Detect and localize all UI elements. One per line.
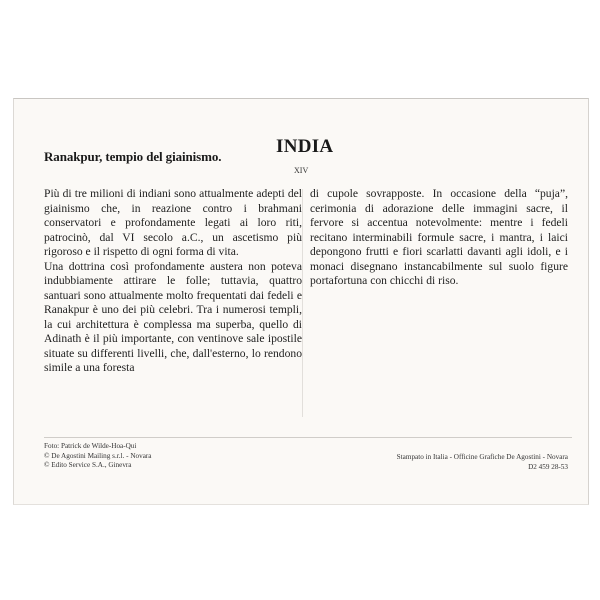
column-divider <box>302 189 303 417</box>
paragraph: Una dottrina così profondamente austera non poteva indubbiamente attirare le folle; tuttavia, quattro santuari sono attualmente molto frequentati dai fedeli e Ranakpur è uno dei più celebri. Tra i numerosi templi, la cui architettura è complessa ma superba, quello di Adinath è il più importante, con ventinove sale ipostile situate su differenti livelli, che, dall'esterno, lo rendono simile a una foresta <box>44 259 302 374</box>
country-title: INDIA <box>276 136 334 157</box>
paragraph: di cupole sovrapposte. In occasione della “puja”, cerimonia di adorazione delle immagini sacre, il fervore si accentua notevolmente: mentre i fedeli recitano interminabili formule sacre, i mantra, i laici depongono frutti e fiori scarlatti davanti agli idoli, e i monaci disegnano instancabilmente sul suolo figure portafortuna con chicchi di riso. <box>310 187 568 287</box>
card-subtitle: Ranakpur, tempio del giainismo. <box>44 149 222 164</box>
text-column-left <box>44 187 302 376</box>
card-number: XIV <box>294 166 309 175</box>
printer-info <box>397 453 568 472</box>
credit-line: Foto: Patrick de Wilde-Hoa-Qui <box>44 442 137 450</box>
footer-divider <box>44 437 572 438</box>
postcard-back <box>13 98 589 505</box>
paragraph: Più di tre milioni di indiani sono attualmente adepti del giainismo che, in reazione contro i brahmani conservatori e profondamente legati ai loro riti, patrocinò, dal VI secolo a.C., un ascetismo più rigoroso e il rispetto di ogni forma di vita. <box>44 187 302 258</box>
photo-credits <box>44 442 151 471</box>
credit-line: © De Agostini Mailing s.r.l. - Novara <box>44 451 152 460</box>
printer-line: Stampato in Italia - Officine Grafiche De Agostini - Novara <box>396 453 568 461</box>
credit-line: © Edito Service S.A., Ginevra <box>44 461 132 469</box>
text-column-right <box>310 187 568 289</box>
printer-code: D2 459 28-53 <box>528 462 568 471</box>
